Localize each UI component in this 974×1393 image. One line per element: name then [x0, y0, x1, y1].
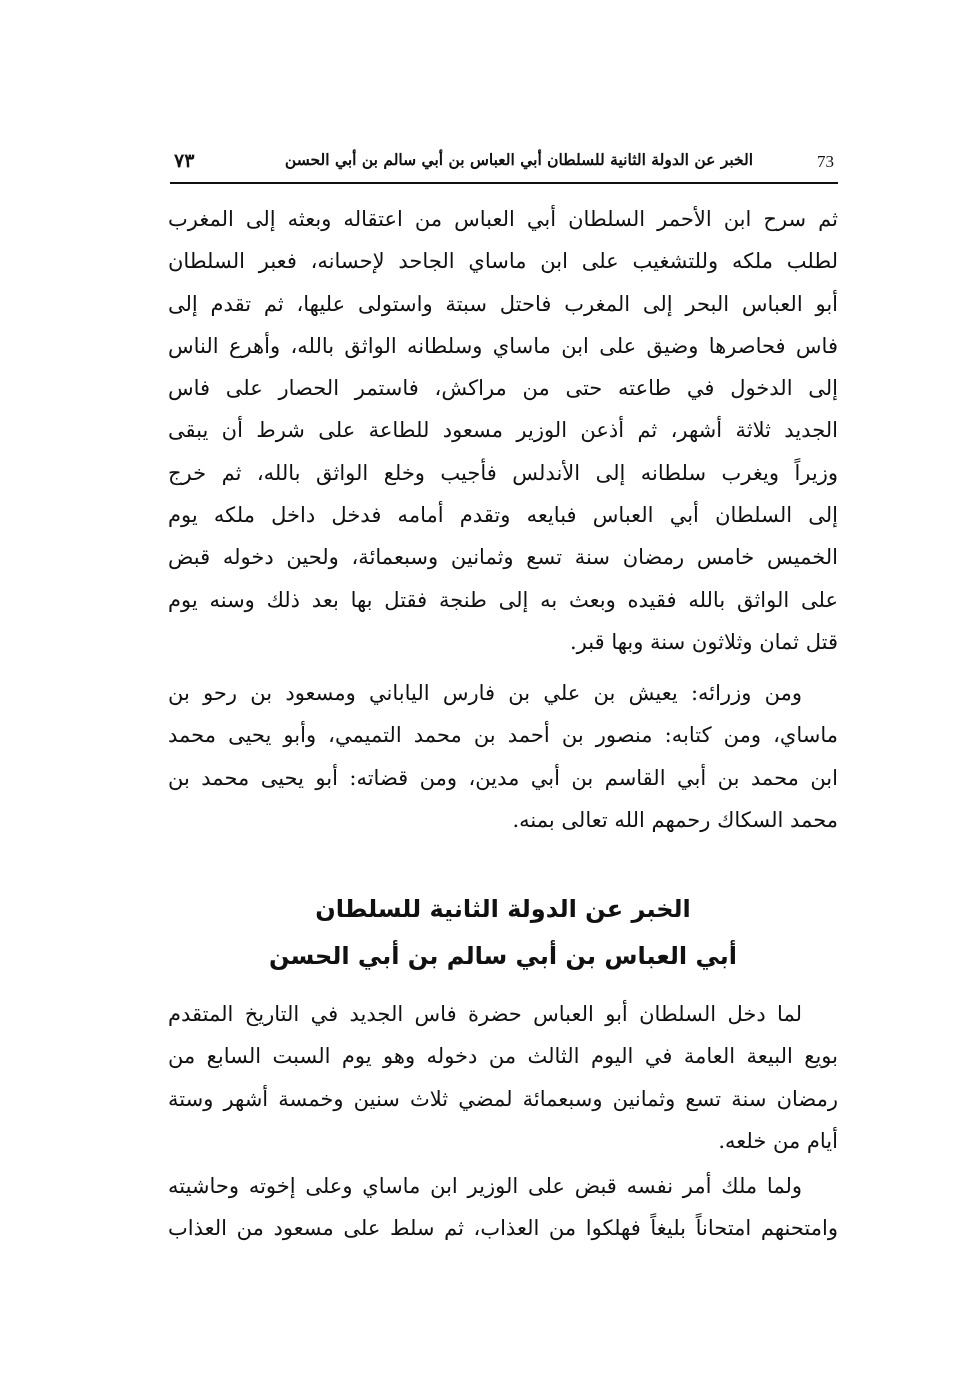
section-heading-line-2: أبي العباس بن أبي سالم بن أبي الحسن [269, 942, 737, 970]
text-line: ولما ملك أمر نفسه قبض على الوزير ابن ماساي وعلى إخوته وحاشيته [168, 1174, 802, 1198]
text-line: محمد السكاك رحمهم الله تعالى بمنه. [512, 807, 838, 832]
text-line: وزيراً ويغرب سلطانه إلى الأندلس فأجيب وخلع الواثق بالله، ثم خرج [168, 460, 838, 485]
text-line: أبو العباس البحر إلى المغرب فاحتل سبتة واستولى عليها، ثم تقدم إلى [168, 291, 838, 316]
text-line: إلى السلطان أبي العباس فبايعه وتقدم أمامه فدخل داخل ملكه يوم [168, 503, 838, 528]
section-heading-line-1: الخبر عن الدولة الثانية للسلطان [315, 895, 691, 923]
text-line: ابن محمد بن أبي القاسم بن أبي مدين، ومن قضاته: أبو يحيى محمد بن [168, 765, 838, 790]
text-line: على الواثق بالله فقيده وبعث به إلى طنجة فقتل بها بعد ذلك وسنه يوم [168, 587, 838, 612]
text-line: رمضان سنة تسع وثمانين وسبعمائة لمضي ثلاث سنين وخمسة أشهر وستة [168, 1086, 838, 1111]
text-line: إلى الدخول في طاعته حتى من مراكش، فاستمر الحصار على فاس [168, 376, 838, 401]
text-line: الخميس خامس رمضان سنة تسع وثمانين وسبعمائة، ولحين دخوله قبض [168, 545, 838, 570]
running-header [170, 144, 838, 184]
paragraph-4 [168, 1165, 838, 1250]
page-number-latin: 73 [817, 152, 834, 171]
text-line: الجديد ثلاثة أشهر، ثم أذعن الوزير مسعود للطاعة على شرط أن يبقى [168, 418, 838, 443]
text-line: فاس فحاصرها وضيق على ابن ماساي وسلطانه الواثق بالله، وأهرع الناس [168, 333, 838, 358]
text-line: لطلب ملكه وللتشغيب على ابن ماساي الجاحد لإحسانه، فعبر السلطان [168, 249, 838, 274]
text-line: ومن وزرائه: يعيش بن علي بن فارس الياباني ومسعود بن رحو بن [168, 681, 802, 705]
paragraph-3 [168, 993, 838, 1162]
text-line: ماساي، ومن كتابه: منصور بن أحمد بن محمد التميمي، وأبو يحيى محمد [168, 723, 839, 748]
running-title: الخبر عن الدولة الثانية للسلطان أبي العباس بن أبي سالم بن أبي الحسن [284, 150, 754, 169]
page-number-arabic: ٧٣ [174, 150, 195, 172]
text-line: ثم سرح ابن الأحمر السلطان أبي العباس من اعتقاله وبعثه إلى المغرب [168, 207, 838, 231]
text-line: بويع البيعة العامة في اليوم الثالث من دخوله وهو يوم السبت السابع من [168, 1044, 838, 1069]
text-line: قتل ثمان وثلاثون سنة وبها قبر. [570, 629, 838, 654]
text-line: أيام من خلعه. [718, 1128, 838, 1153]
paragraph-2 [168, 672, 838, 841]
paragraph-1 [168, 198, 838, 663]
text-line: لما دخل السلطان أبو العباس حضرة فاس الجديد في التاريخ المتقدم [168, 1002, 802, 1026]
text-line: وامتحنهم امتحاناً بليغاً فهلكوا من العذاب، ثم سلط على مسعود من العذاب [168, 1216, 838, 1241]
